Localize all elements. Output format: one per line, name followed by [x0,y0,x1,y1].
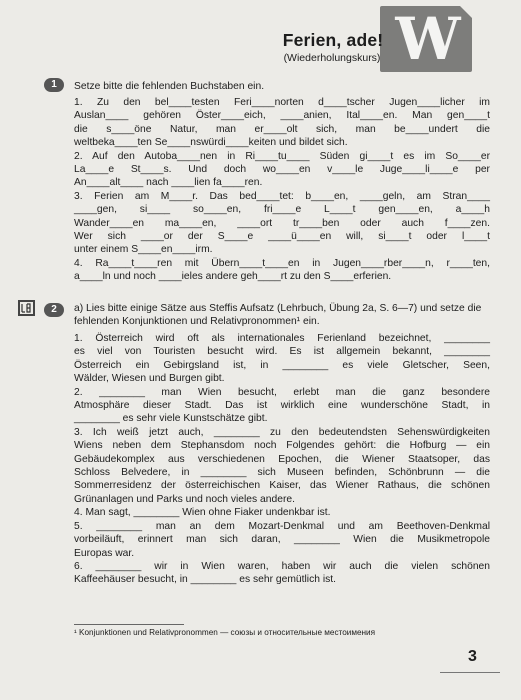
exercise-2-badge: 2 [44,303,64,317]
exercise-line: Europas war. [74,547,135,559]
exercise-1-badge: 1 [44,78,64,92]
exercise-line: La____e St____s. Und doch wo____en v____le Juge____li____e per [74,164,490,176]
exercise-line: 6. ________ wir in Wien waren, haben wir auch die vielen schönen [74,560,490,572]
exercise-line: 2. Auf den Autoba____nen in Ri____tu____ Süden gi____t es im So____er [74,150,490,162]
exercise-line: Schloss Belvedere, in ________ sich Museen befinden, Schönbrunn — die [74,467,490,479]
page-subtitle: (Wiederholungskurs) [283,52,381,64]
exercise-line: unter einem S____en____irm. [74,244,213,256]
page-number: 3 [468,648,477,665]
exercise-line: ________ es sehr viele Kunstschätze gibt. [74,413,268,425]
exercise-line: 4. Man sagt, ________ Wien ohne Fiaker undenkbar ist. [74,507,331,519]
exercise-line: weltbeka____ten Se____nswürdi____keiten und bildet sich. [74,137,348,149]
exercise-line: Auslan____ gehören Öster____eich, ____anien, Ital____en. Man gen____t [74,110,490,122]
exercise-line: 3. Ich weiß jetzt auch, ________ zu den bedeutendsten Sehenswürdigkeiten [74,426,490,438]
page-number-divider [440,672,500,673]
book-icon [16,297,38,319]
exercise-line: Grünanlagen und Parks und noch vieles andere. [74,493,295,505]
exercise-line: Wälder, Wiesen und Burgen gibt. [74,373,225,385]
exercise-2-instruction: a) Lies bitte einige Sätze aus Steffis Aufsatz (Lehrbuch, Übung 2a, S. 6—7) und setze die fehlenden Konjunktionen und Relativpronommen¹ ein. [74,303,482,328]
exercise-1-body [74,96,490,284]
exercise-line: Atmosphäre dieser Stadt. Das ist wirklich eine wunderschöne Stadt, in [74,400,490,412]
exercise-line: ____gen, si____ so____en, fri____e L____t gen____en, a____h [74,204,490,216]
exercise-line: 2. ________ man Wien besucht, erlebt man die ganz besondere [74,386,490,398]
footnote-divider [74,624,184,625]
exercise-line: 4. Ra____t____ren mit Übern____t____en in Jugen____rber____n, r____ten, [74,257,490,269]
exercise-line: 3. Ferien am M____r. Das bed____tet: b____en, ____geln, am Stran____ [74,190,490,202]
exercise-line: a____ln und noch ____ieles andere geh____rt zu den S____erferien. [74,271,392,283]
exercise-2-body [74,332,490,587]
exercise-line: Wiens neben dem Stephansdom noch Folgendes gehört: die Hofburg — ein [74,440,490,452]
exercise-1-instruction: Setze bitte die fehlenden Buchstaben ein. [74,81,265,92]
exercise-line: An____alt____ nach ____lien fa____ren. [74,177,263,189]
exercise-line: die s____öne Natur, man er____olt sich, man be____undert die [74,123,490,135]
page-title: Ferien, ade! [282,30,384,50]
exercise-line: Wander____en ma____en, ____ort tr____ben oder auch f____zen. [74,217,490,229]
exercise-line: Wer sich ____or der S____e ____ü____en will, si____t oder l____t [74,231,490,243]
exercise-line: Sommerresidenz der österreichischen Kaiser, das Wiener Rathaus, die schönen [74,480,490,492]
exercise-line: Gebäudekomplex aus verschiedenen Epochen, die Wiener Staatsoper, das [74,453,490,465]
exercise-line: es viel von Touristen besucht wird. Es ist allgemein bekannt, ________ [74,346,490,358]
exercise-line: 5. ________ man an dem Mozart-Denkmal und am Beethoven-Denkmal [74,520,490,532]
exercise-line: 1. Österreich wird oft als internationales Ferienland bezeichnet, ________ [74,333,490,344]
exercise-line: vorbeiläuft, erinnert man sich daran, ________ Wien die Musikmetropole [74,534,490,546]
chapter-logo-letter: W [395,5,457,73]
exercise-line: Österreich ein Gebirgsland ist, in ________ es viele Gletscher, Seen, [74,359,490,371]
exercise-line: Kaffeehäuser besucht, in ________ es sehr gemütlich ist. [74,574,336,586]
exercise-line: 1. Zu den bel____testen Feri____norten d____tscher Jugen____licher im [74,97,490,108]
footnote: ¹ Konjunktionen und Relativpronommen — союзы и относительные местоимения [74,628,376,637]
